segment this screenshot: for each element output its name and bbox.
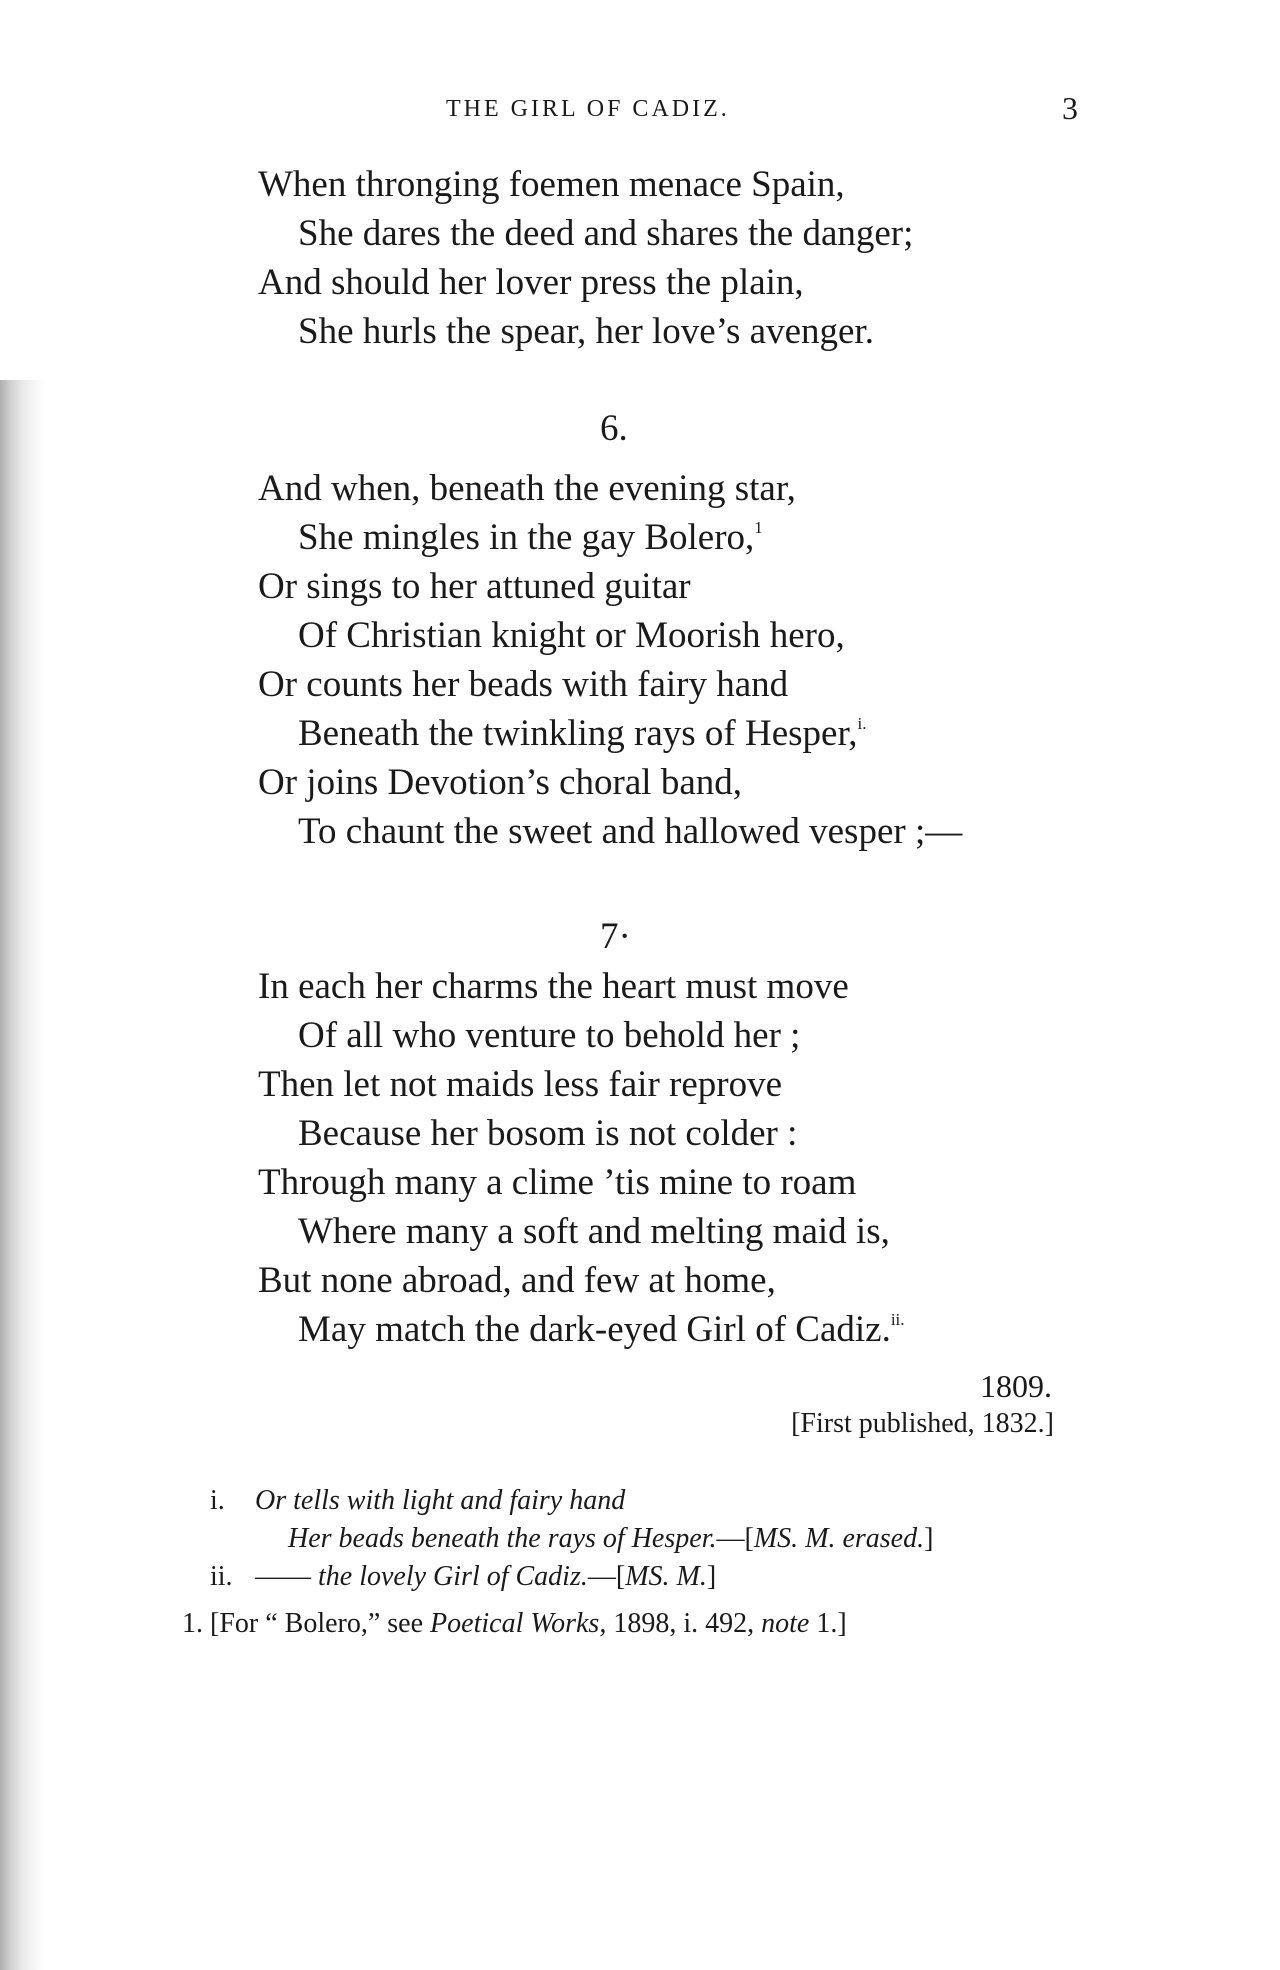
verse-text: Or counts her beads with fairy hand	[258, 664, 789, 705]
verse-line	[258, 307, 1118, 356]
verse-text: To chaunt the sweet and hallowed vesper ;—	[298, 811, 963, 852]
footnote-note: note	[761, 1608, 810, 1639]
verse-line	[258, 1109, 1118, 1158]
verse-line	[258, 611, 1118, 660]
footnote-1	[182, 1608, 847, 1640]
verse-line	[258, 1256, 1118, 1305]
variant-number: ii.	[210, 1561, 233, 1592]
verse-text: May match the dark-eyed Girl of Cadiz.	[298, 1309, 891, 1350]
verse-line	[258, 562, 1118, 611]
verse-line	[258, 758, 1118, 807]
variant-source: MS. M. erased.	[753, 1523, 925, 1554]
variant-text: the lovely Girl of Cadiz.	[318, 1561, 588, 1592]
verse-line	[258, 1305, 1118, 1354]
note-marker: ii.	[890, 1310, 905, 1329]
stanza-number-7: 7·	[600, 916, 631, 957]
variant-bracket: ]	[924, 1523, 934, 1554]
variant-number: i.	[210, 1485, 225, 1516]
verse-text: And when, beneath the evening star,	[258, 468, 796, 509]
verse-line	[258, 1158, 1118, 1207]
verse-line	[258, 258, 1118, 307]
verse-text: She mingles in the gay Bolero,	[298, 517, 755, 558]
verse-text: When thronging foemen menace Spain,	[258, 164, 845, 205]
variant-ii	[210, 1558, 1110, 1596]
verse-line	[258, 209, 1118, 258]
running-title: THE GIRL OF CADIZ.	[446, 96, 730, 122]
verse-text: In each her charms the heart must move	[258, 966, 849, 1007]
note-marker: i.	[857, 714, 867, 733]
verse-line	[258, 1060, 1118, 1109]
variant-source: MS. M.	[625, 1561, 707, 1592]
verse-line	[258, 513, 1118, 562]
verse-line	[258, 1011, 1118, 1060]
footnote-number: 1.	[182, 1608, 203, 1639]
footnote-ref-end: 1.]	[816, 1608, 847, 1639]
composition-date: 1809.	[980, 1368, 1052, 1404]
footnote-title: Poetical Works,	[430, 1608, 607, 1639]
verse-line	[258, 807, 1118, 856]
verse-line	[258, 709, 1118, 758]
stanza-7	[258, 962, 1118, 1354]
note-marker: 1	[754, 518, 763, 537]
footnote-ref: 1898, i. 492,	[613, 1608, 755, 1639]
page-number: 3	[1062, 90, 1078, 126]
verse-line	[258, 160, 1118, 209]
verse-line	[258, 1207, 1118, 1256]
verse-line	[258, 464, 1118, 513]
variant-bracket: —[	[716, 1523, 754, 1554]
stanza-6	[258, 464, 1118, 856]
footnote-text: [For “ Bolero,” see	[210, 1608, 424, 1639]
stanza-5-continued	[258, 160, 1118, 356]
page-gutter-shadow	[0, 380, 44, 1970]
verse-text: Because her bosom is not colder :	[298, 1113, 798, 1154]
verse-text: Where many a soft and melting maid is,	[298, 1211, 890, 1252]
verse-line	[258, 660, 1118, 709]
variant-i	[210, 1482, 1110, 1520]
variant-i-continuation	[210, 1520, 1110, 1558]
verse-line	[258, 962, 1118, 1011]
running-head	[0, 92, 1280, 132]
stanza-number-6: 6.	[600, 408, 628, 449]
verse-text: But none abroad, and few at home,	[258, 1260, 776, 1301]
variant-bracket: ]	[706, 1561, 717, 1592]
variant-dash: ——	[255, 1561, 311, 1592]
verse-text: Through many a clime ’tis mine to roam	[258, 1162, 857, 1203]
variant-text: Or tells with light and fairy hand	[255, 1485, 626, 1516]
verse-text: She dares the deed and shares the danger;	[298, 213, 914, 254]
verse-text: Of Christian knight or Moorish hero,	[298, 615, 845, 656]
verse-text: Of all who venture to behold her ;	[298, 1015, 801, 1056]
publication-note: [First published, 1832.]	[791, 1408, 1054, 1439]
verse-text: Beneath the twinkling rays of Hesper,	[298, 713, 858, 754]
variant-bracket: —[	[587, 1561, 626, 1592]
variant-text: Her beads beneath the rays of Hesper.	[288, 1523, 717, 1554]
verse-text: Or sings to her attuned guitar	[258, 566, 691, 607]
verse-text: And should her lover press the plain,	[258, 262, 804, 303]
verse-text: Or joins Devotion’s choral band,	[258, 762, 742, 803]
verse-text: She hurls the spear, her love’s avenger.	[298, 311, 874, 352]
verse-text: Then let not maids less fair reprove	[258, 1064, 782, 1105]
variant-readings	[210, 1482, 1110, 1596]
